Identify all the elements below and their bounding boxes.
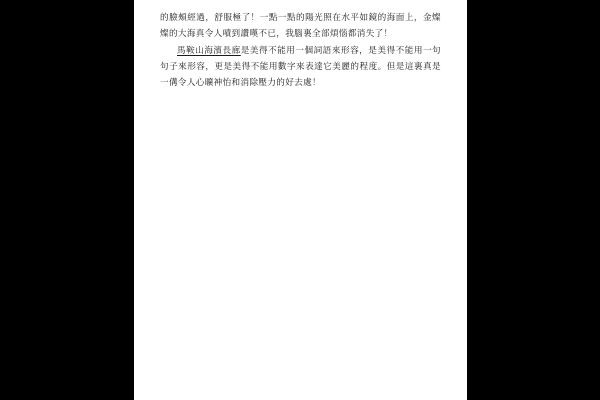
paragraph-2-text: 是美得不能用一個詞語來形容，是美得不能用一句句子來形容，更是美得不能用數字來表達它美麗的程度。但是這裏真是一傋令人心曠神怡和消除壓力的好去處！ bbox=[160, 45, 441, 89]
paragraph-1: 的臉頰經過，舒服極了！一點一點的陽光照在水平如鏡的海面上，金燦燦的大海真令人嘖到讚嘆不已，我腦裏全部煩惱都消失了！ bbox=[160, 13, 441, 40]
paragraph-2 bbox=[160, 43, 441, 92]
document-page bbox=[134, 0, 467, 400]
underlined-place-name: 馬鞍山海濱長廊 bbox=[177, 45, 241, 56]
document-body bbox=[160, 10, 441, 91]
